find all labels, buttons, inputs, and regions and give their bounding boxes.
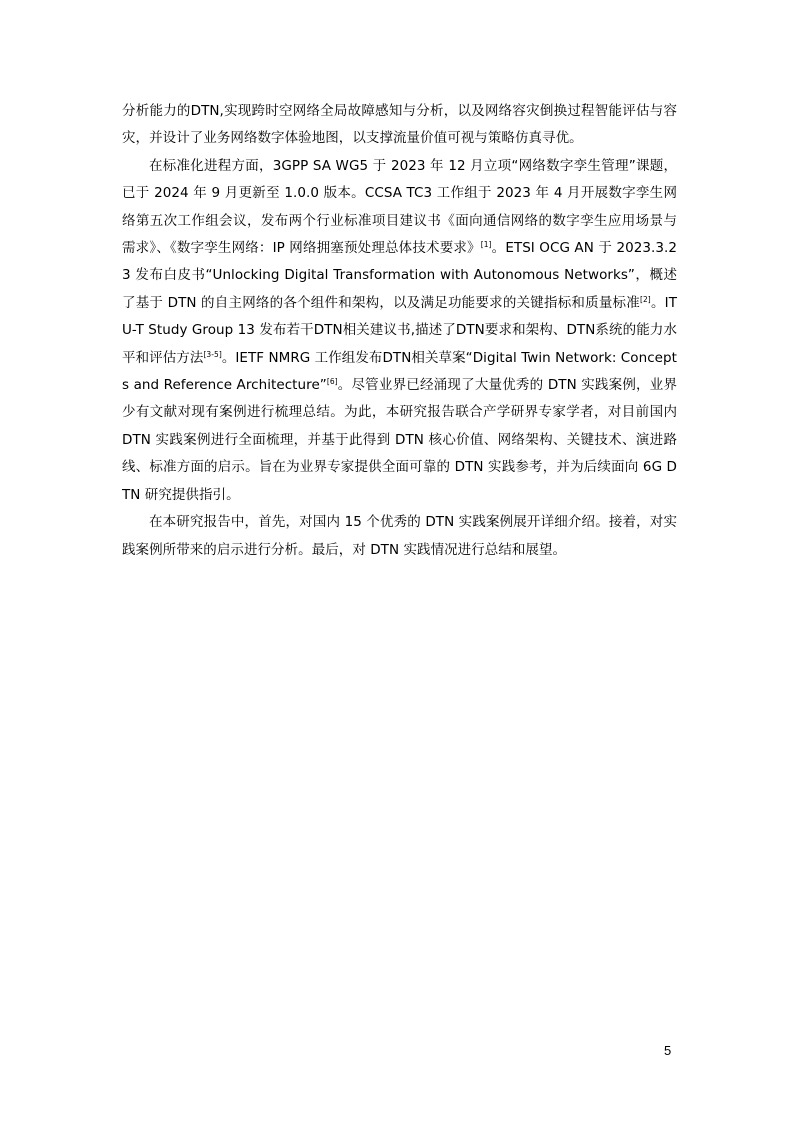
citation-ref-3-5[interactable]: [3-5] <box>203 349 222 359</box>
body-text <box>122 98 677 564</box>
paragraph-standardization <box>122 153 677 509</box>
paragraph-report-structure: 在本研究报告中，首先，对国内 15 个优秀的 DTN 实践案例展开详细介绍。接着，对实践案例所带来的启示进行分析。最后，对 DTN 实践情况进行总结和展望。 <box>122 514 677 558</box>
text-segment: 在标准化进程方面，3GPP SA WG5 于 2023 年 12 月立项“网络数字孪生管理”课题，已于 2024 年 9 月更新至 1.0.0 版本。CCSA TC3 工作组于 2023 年 4 月开展数字孪生网络第五次工作组会议，发布两个行业标准项目建议书《面向通信网络的数字孪生应用场景与需求》、《数字孪生网络：IP 网络拥塞预处理总体技术要求》 <box>122 157 677 257</box>
text-segment: 。ETSI OCG AN 于 2023.3.23 发布白皮书“Unlocking Digital Transformation with Autonomous Networks”，概述了基于 DTN 的自主网络的各个组件和架构，以及满足功能要求的关键指标和质量标准 <box>122 240 677 311</box>
page-number: 5 <box>664 1043 672 1058</box>
paragraph-continuation: 分析能力的DTN,实现跨时空网络全局故障感知与分析，以及网络容灾倒换过程智能评估与容灾，并设计了业务网络数字体验地图，以支撑流量价值可视与策略仿真寻优。 <box>122 103 677 147</box>
text-segment: 。尽管业界已经涌现了大量优秀的 DTN 实践案例，业界少有文献对现有案例进行梳理总结。为此，本研究报告联合产学研界专家学者，对目前国内 DTN 实践案例进行全面梳理，并基于此得到 DTN 核心价值、网络架构、关键技术、演进路线、标准方面的启示。旨在为业界专家提供全面可靠的 DTN 实践参考，并为后续面向 6G DTN 研究提供指引。 <box>122 377 677 503</box>
text-segment: 。IETF NMRG 工作组发布DTN相关草案“Digital Twin Network: Concepts and Reference Architecture” <box>122 349 677 394</box>
citation-ref-6[interactable]: [6] <box>326 377 338 387</box>
citation-ref-2[interactable]: [2] <box>640 294 651 304</box>
text-segment: 。ITU-T Study Group 13 发布若干DTN相关建议书,描述了DTN要求和架构、DTN系统的能力水平和评估方法 <box>122 294 677 366</box>
citation-ref-1[interactable]: [1] <box>480 240 492 250</box>
